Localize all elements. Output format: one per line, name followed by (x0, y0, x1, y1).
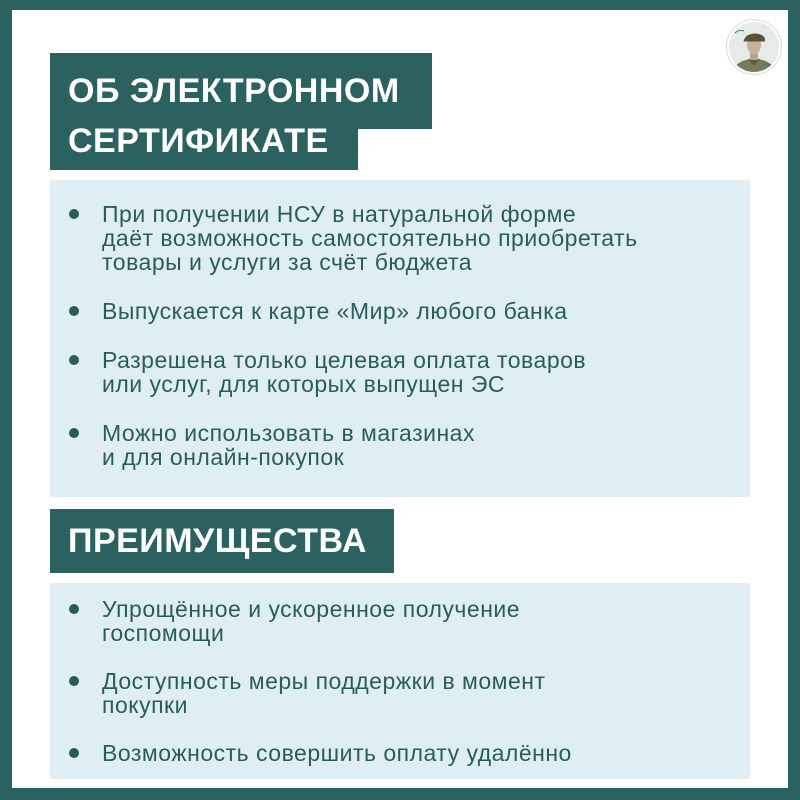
logo-emblem (726, 19, 782, 75)
section-heading-text: СЕРТИФИКАТЕ (68, 122, 329, 160)
bullet-dot (69, 604, 79, 614)
bullet-dot (69, 306, 79, 316)
list-item (102, 299, 730, 323)
bullet-dot (69, 209, 79, 219)
list-item-line: даёт возможность самостоятельно приобретать (102, 225, 638, 251)
list-item-line: Упрощённое и ускоренное получение (102, 596, 521, 622)
list-item (102, 597, 730, 645)
list-item-line: Разрешена только целевая оплата товаров (102, 347, 587, 373)
about-panel (50, 180, 750, 497)
bullet-dot (69, 748, 79, 758)
list-item (102, 741, 730, 765)
soldier-portrait-icon (726, 19, 782, 75)
list-item-line: покупки (102, 692, 188, 718)
bullet-dot (69, 428, 79, 438)
list-item-line: При получении НСУ в натуральной форме (102, 201, 577, 227)
list-item-line: Доступность меры поддержки в момент (102, 668, 546, 694)
benefits-panel (50, 583, 750, 779)
section-heading-text: ОБ ЭЛЕКТРОННОМ (68, 72, 400, 110)
list-item-line: или услуг, для которых выпущен ЭС (102, 371, 505, 397)
bullet-dot (69, 355, 79, 365)
section-heading (50, 509, 394, 573)
section-heading-text: ПРЕИМУЩЕСТВА (68, 522, 367, 560)
bullet-dot (69, 676, 79, 686)
section-heading-line (50, 112, 358, 170)
list-item (102, 669, 730, 717)
list-item (102, 421, 730, 469)
list-item-line: госпомощи (102, 620, 225, 646)
list-item (102, 202, 730, 274)
list-item-line: Можно использовать в магазинах (102, 420, 475, 446)
list-item-line: и для онлайн-покупок (102, 444, 345, 470)
list-item-line: Выпускается к карте «Мир» любого банка (102, 298, 568, 324)
list-item-line: Возможность совершить оплату удалённо (102, 740, 572, 766)
list-item (102, 348, 730, 396)
list-item-line: товары и услуги за счёт бюджета (102, 249, 473, 275)
